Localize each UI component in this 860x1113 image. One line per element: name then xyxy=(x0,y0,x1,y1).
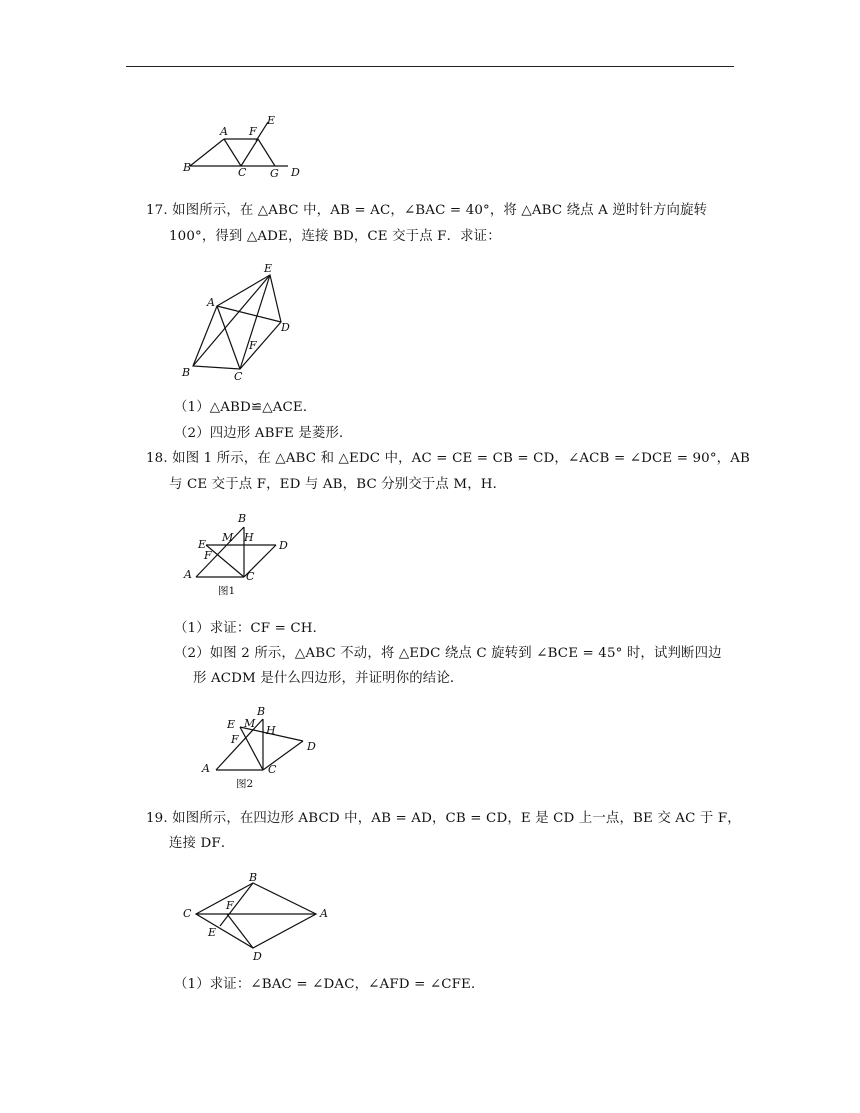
q18-line2: 与 CE 交于点 F，ED 与 AB，BC 分别交于点 M，H． xyxy=(169,477,507,492)
label-B: B xyxy=(182,366,191,379)
label-E: E xyxy=(227,718,236,731)
label-C: C xyxy=(246,570,255,583)
q18-part2-line1: （2）如图 2 所示，△ABC 不动，将 △EDC 绕点 C 旋转到 ∠BCE = 45° 时，试判断四边 xyxy=(174,646,722,661)
figure-q16 xyxy=(176,110,316,182)
label-M: M xyxy=(244,717,256,730)
label-E: E xyxy=(264,262,273,275)
label-D: D xyxy=(281,321,290,334)
label-F: F xyxy=(204,549,212,562)
label-D: D xyxy=(291,166,300,179)
q19-part1: （1）求证：∠BAC = ∠DAC，∠AFD = ∠CFE． xyxy=(174,977,485,992)
label-D: D xyxy=(279,539,288,552)
label-C: C xyxy=(234,370,243,383)
q18-part2-line2: 形 ACDM 是什么四边形，并证明你的结论． xyxy=(193,671,464,686)
label-B: B xyxy=(238,512,247,525)
header-rule xyxy=(126,66,734,67)
label-A: A xyxy=(202,762,210,775)
label-A: A xyxy=(207,296,215,309)
label-H: H xyxy=(266,724,276,737)
q18-part1: （1）求证：CF = CH． xyxy=(174,621,327,636)
label-C: C xyxy=(183,907,192,920)
q17-line2: 100°，得到 △ADE，连接 BD，CE 交于点 F．求证： xyxy=(169,229,501,244)
label-A: A xyxy=(320,907,328,920)
label-F: F xyxy=(226,899,234,912)
label-F: F xyxy=(249,339,257,352)
q19-line2: 连接 DF． xyxy=(169,836,235,851)
figure-q19 xyxy=(176,866,336,964)
label-E: E xyxy=(208,926,217,939)
label-A: A xyxy=(220,125,228,138)
q17-part1: （1）△ABD≌△ACE． xyxy=(174,400,317,415)
label-F: F xyxy=(231,733,239,746)
label-B: B xyxy=(249,871,258,884)
label-F: F xyxy=(249,125,257,138)
label-D: D xyxy=(253,950,262,963)
label-C: C xyxy=(268,763,277,776)
label-A: A xyxy=(184,568,192,581)
figure-q17 xyxy=(176,258,306,386)
label-M: M xyxy=(222,531,234,544)
label-G: G xyxy=(270,167,279,180)
q18-line1: 18. 如图 1 所示，在 △ABC 和 △EDC 中，AC = CE = CB = CD，∠ACB = ∠DCE = 90°，AB xyxy=(146,451,751,466)
q17-part2: （2）四边形 ABFE 是菱形． xyxy=(174,426,353,441)
label-E: E xyxy=(267,114,276,127)
label-E: E xyxy=(198,538,207,551)
label-B: B xyxy=(183,161,192,174)
q17-line1: 17. 如图所示，在 △ABC 中，AB = AC，∠BAC = 40°，将 △ABC 绕点 A 逆时针方向旋转 xyxy=(146,203,708,218)
label-H: H xyxy=(244,531,254,544)
q19-line1: 19. 如图所示，在四边形 ABCD 中，AB = AD，CB = CD，E 是 CD 上一点，BE 交 AC 于 F， xyxy=(146,811,741,826)
fig2-caption: 图2 xyxy=(236,778,254,790)
label-C: C xyxy=(238,166,247,179)
label-B: B xyxy=(257,705,266,718)
fig1-caption: 图1 xyxy=(218,585,236,597)
figure-q18-fig1 xyxy=(178,508,308,600)
figure-q18-fig2 xyxy=(198,702,328,794)
label-D: D xyxy=(307,740,316,753)
